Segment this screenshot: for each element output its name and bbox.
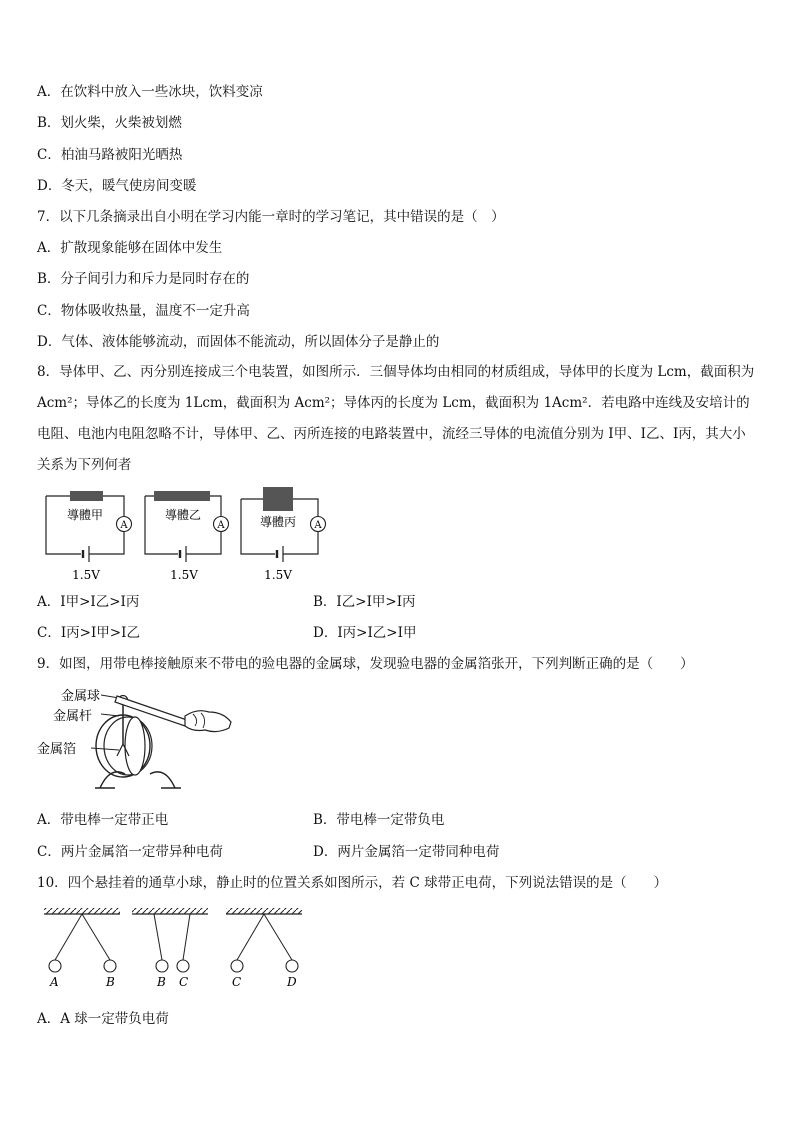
label-metal-foil: 金属箔 <box>37 742 77 757</box>
q7-option-c: C．物体吸收热量，温度不一定升高 <box>37 303 250 319</box>
q10-stem: 10．四个悬挂着的通草小球，静止时的位置关系如图所示，若 C 球带正电荷，下列说法错误的是（ ） <box>37 875 668 891</box>
ball-label-d: D <box>287 975 297 989</box>
ball-label-c2: C <box>232 975 242 989</box>
circuit-bing <box>241 487 326 582</box>
conductor-label-bing: 導體丙 <box>259 515 297 529</box>
voltage-label: 1.5V <box>72 568 100 582</box>
q7-stem: 7．以下几条摘录出自小明在学习内能一章时的学习笔记，其中错误的是（ ） <box>37 209 505 225</box>
charged-rod-icon <box>115 696 187 726</box>
label-metal-rod: 金属杆 <box>53 709 93 724</box>
q9-electroscope-figure <box>35 684 240 802</box>
voltage-label: 1.5V <box>170 568 198 582</box>
q7-option-d: D．气体、液体能够流动，而固体不能流动，所以固体分子是静止的 <box>37 334 440 350</box>
q6-option-d: D．冬天，暖气使房间变暖 <box>37 178 197 194</box>
q8-circuit-figure <box>38 484 338 584</box>
q9-stem: 9．如图，用带电棒接触原来不带电的验电器的金属球，发现验电器的金属箔张开，下列判断正确的是（ ） <box>37 656 694 672</box>
conductor-label-yi: 導體乙 <box>164 508 202 522</box>
q10-option-a: A．A 球一定带负电荷 <box>37 1011 169 1027</box>
hand-icon <box>185 711 231 732</box>
circuit-yi <box>145 491 229 582</box>
q9-option-d: D．两片金属箔一定带同种电荷 <box>313 844 500 860</box>
q6-option-c: C．柏油马路被阳光晒热 <box>37 147 183 163</box>
voltage-label: 1.5V <box>264 568 292 582</box>
q7-option-b: B．分子间引力和斥力是同时存在的 <box>37 271 250 287</box>
ammeter-label: A <box>217 520 225 531</box>
q7-option-a: A．扩散现象能够在固体中发生 <box>37 240 223 256</box>
ammeter-label: A <box>120 520 128 531</box>
ball-label-b: B <box>106 975 115 989</box>
q10-hanging-balls-figure <box>38 904 313 994</box>
q8-option-c: C．I丙>I甲>I乙 <box>37 625 140 641</box>
q8-stem: 8．导体甲、乙、丙分别连接成三个电装置，如图所示．三個导体均由相同的材质组成，导体甲的长度为 Lcm，截面积为 Acm²；导体乙的长度为 1Lcm，截面积为 Acm²；导体丙的长度为 Lcm，截面积为 1Acm²．若电路中连线及安培计的电阻、电池内电阻忽略不计，导体甲、乙、丙所连接的电路装置中，流经三导体的电流值分别为 I甲、I乙、I丙，其大小关系为下列何者 <box>37 364 755 473</box>
conductor-label-jia: 導體甲 <box>66 508 104 522</box>
q8-option-a: A．I甲>I乙>I丙 <box>37 594 140 610</box>
q8-option-d: D．I丙>I乙>I甲 <box>313 625 417 641</box>
ball-label-a: A <box>50 975 59 989</box>
q6-option-b: B．划火柴，火柴被划燃 <box>37 115 182 131</box>
q9-option-c: C．两片金属箔一定带异种电荷 <box>37 844 223 860</box>
circuit-jia <box>46 491 132 582</box>
q9-option-a: A．带电棒一定带正电 <box>37 812 169 828</box>
q6-option-a: A．在饮料中放入一些冰块，饮料变凉 <box>37 84 263 100</box>
q8-option-b: B．I乙>I甲>I丙 <box>313 594 416 610</box>
ball-label-b2: B <box>157 975 166 989</box>
q9-option-b: B．带电棒一定带负电 <box>313 812 445 828</box>
label-metal-ball: 金属球 <box>61 689 101 704</box>
ball-label-c: C <box>179 975 189 989</box>
ammeter-label: A <box>314 520 322 531</box>
